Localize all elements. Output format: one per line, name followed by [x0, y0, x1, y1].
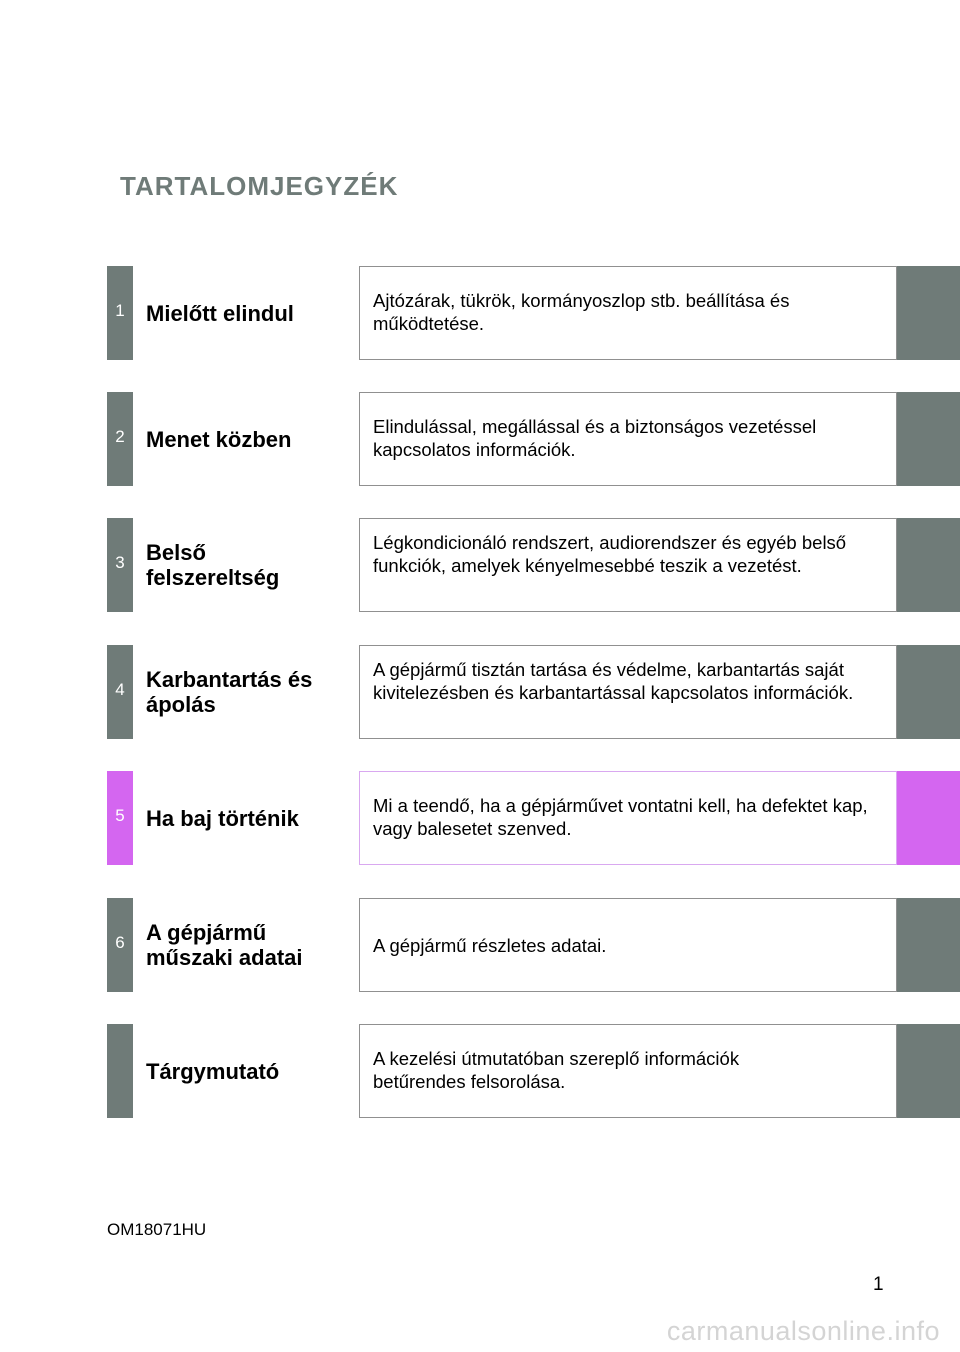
chapter-description: Ajtózárak, tükrök, kormányoszlop stb. beállítása és működtetése. — [373, 290, 790, 334]
chapter-description-box — [359, 266, 897, 360]
chapter-number: 1 — [115, 301, 125, 320]
chapter-side-tab[interactable] — [897, 1024, 960, 1118]
chapter-number-tab — [107, 1024, 133, 1118]
chapter-title[interactable]: Mielőtt elindul — [146, 300, 294, 326]
chapter-description-box — [359, 771, 897, 865]
chapter-description: Légkondicionáló rendszert, audiorendszer és egyéb belső funkciók, amelyek kényelmesebbé teszik a vezetést. — [373, 532, 847, 576]
chapter-number: 5 — [115, 806, 125, 825]
chapter-side-tab[interactable] — [897, 266, 960, 360]
chapter-number: 3 — [115, 553, 125, 572]
chapter-title[interactable]: Ha baj történik — [146, 805, 299, 831]
watermark: carmanualsonline.info — [666, 1316, 940, 1346]
chapter-number: 4 — [115, 680, 125, 699]
chapter-title[interactable]: Belső felszereltség — [146, 540, 280, 590]
page-title: TARTALOMJEGYZÉK — [120, 171, 399, 201]
chapter-description-box — [359, 518, 897, 612]
chapter-number: 2 — [115, 427, 125, 446]
chapter-side-tab[interactable] — [897, 898, 960, 992]
chapter-description: Mi a teendő, ha a gépjárművet vontatni kell, ha defektet kap, vagy balesetet szenved. — [373, 795, 868, 839]
chapter-side-tab[interactable] — [897, 518, 960, 612]
toc-row-3[interactable] — [0, 518, 960, 612]
chapter-title[interactable]: Karbantartás és ápolás — [146, 667, 313, 717]
chapter-number-tab — [107, 518, 133, 612]
chapter-description-box — [359, 1024, 897, 1118]
chapter-number: 6 — [115, 933, 125, 952]
chapter-description: A gépjármű tisztán tartása és védelme, karbantartás saját kivitelezésben és karbantartással kapcsolatos információk. — [373, 659, 854, 703]
chapter-side-tab[interactable] — [897, 392, 960, 486]
chapter-side-tab[interactable] — [897, 645, 960, 739]
chapter-description-box — [359, 392, 897, 486]
page-number: 1 — [873, 1274, 884, 1295]
chapter-side-tab[interactable] — [897, 771, 960, 865]
chapter-number-tab — [107, 898, 133, 992]
document-code: OM18071HU — [107, 1220, 207, 1239]
chapter-title[interactable]: A gépjármű műszaki adatai — [146, 920, 303, 970]
chapter-number-tab — [107, 266, 133, 360]
chapter-number-tab — [107, 771, 133, 865]
chapter-number-tab — [107, 645, 133, 739]
chapter-description-box — [359, 898, 897, 992]
chapter-title[interactable]: Menet közben — [146, 426, 292, 452]
chapter-title[interactable]: Tárgymutató — [146, 1058, 280, 1084]
toc-row-5[interactable] — [0, 771, 960, 865]
chapter-description: Elindulással, megállással és a biztonságos vezetéssel kapcsolatos információk. — [373, 416, 817, 460]
toc-row-1[interactable] — [0, 266, 960, 360]
toc-row-6[interactable] — [0, 898, 960, 992]
chapter-description: A gépjármű részletes adatai. — [373, 934, 607, 956]
chapter-number-tab — [107, 392, 133, 486]
chapter-description-box — [359, 645, 897, 739]
toc-row-2[interactable] — [0, 392, 960, 486]
toc-row-index[interactable] — [0, 1024, 960, 1118]
toc-row-4[interactable] — [0, 645, 960, 739]
chapter-description: A kezelési útmutatóban szereplő információk betűrendes felsorolása. — [373, 1048, 740, 1092]
